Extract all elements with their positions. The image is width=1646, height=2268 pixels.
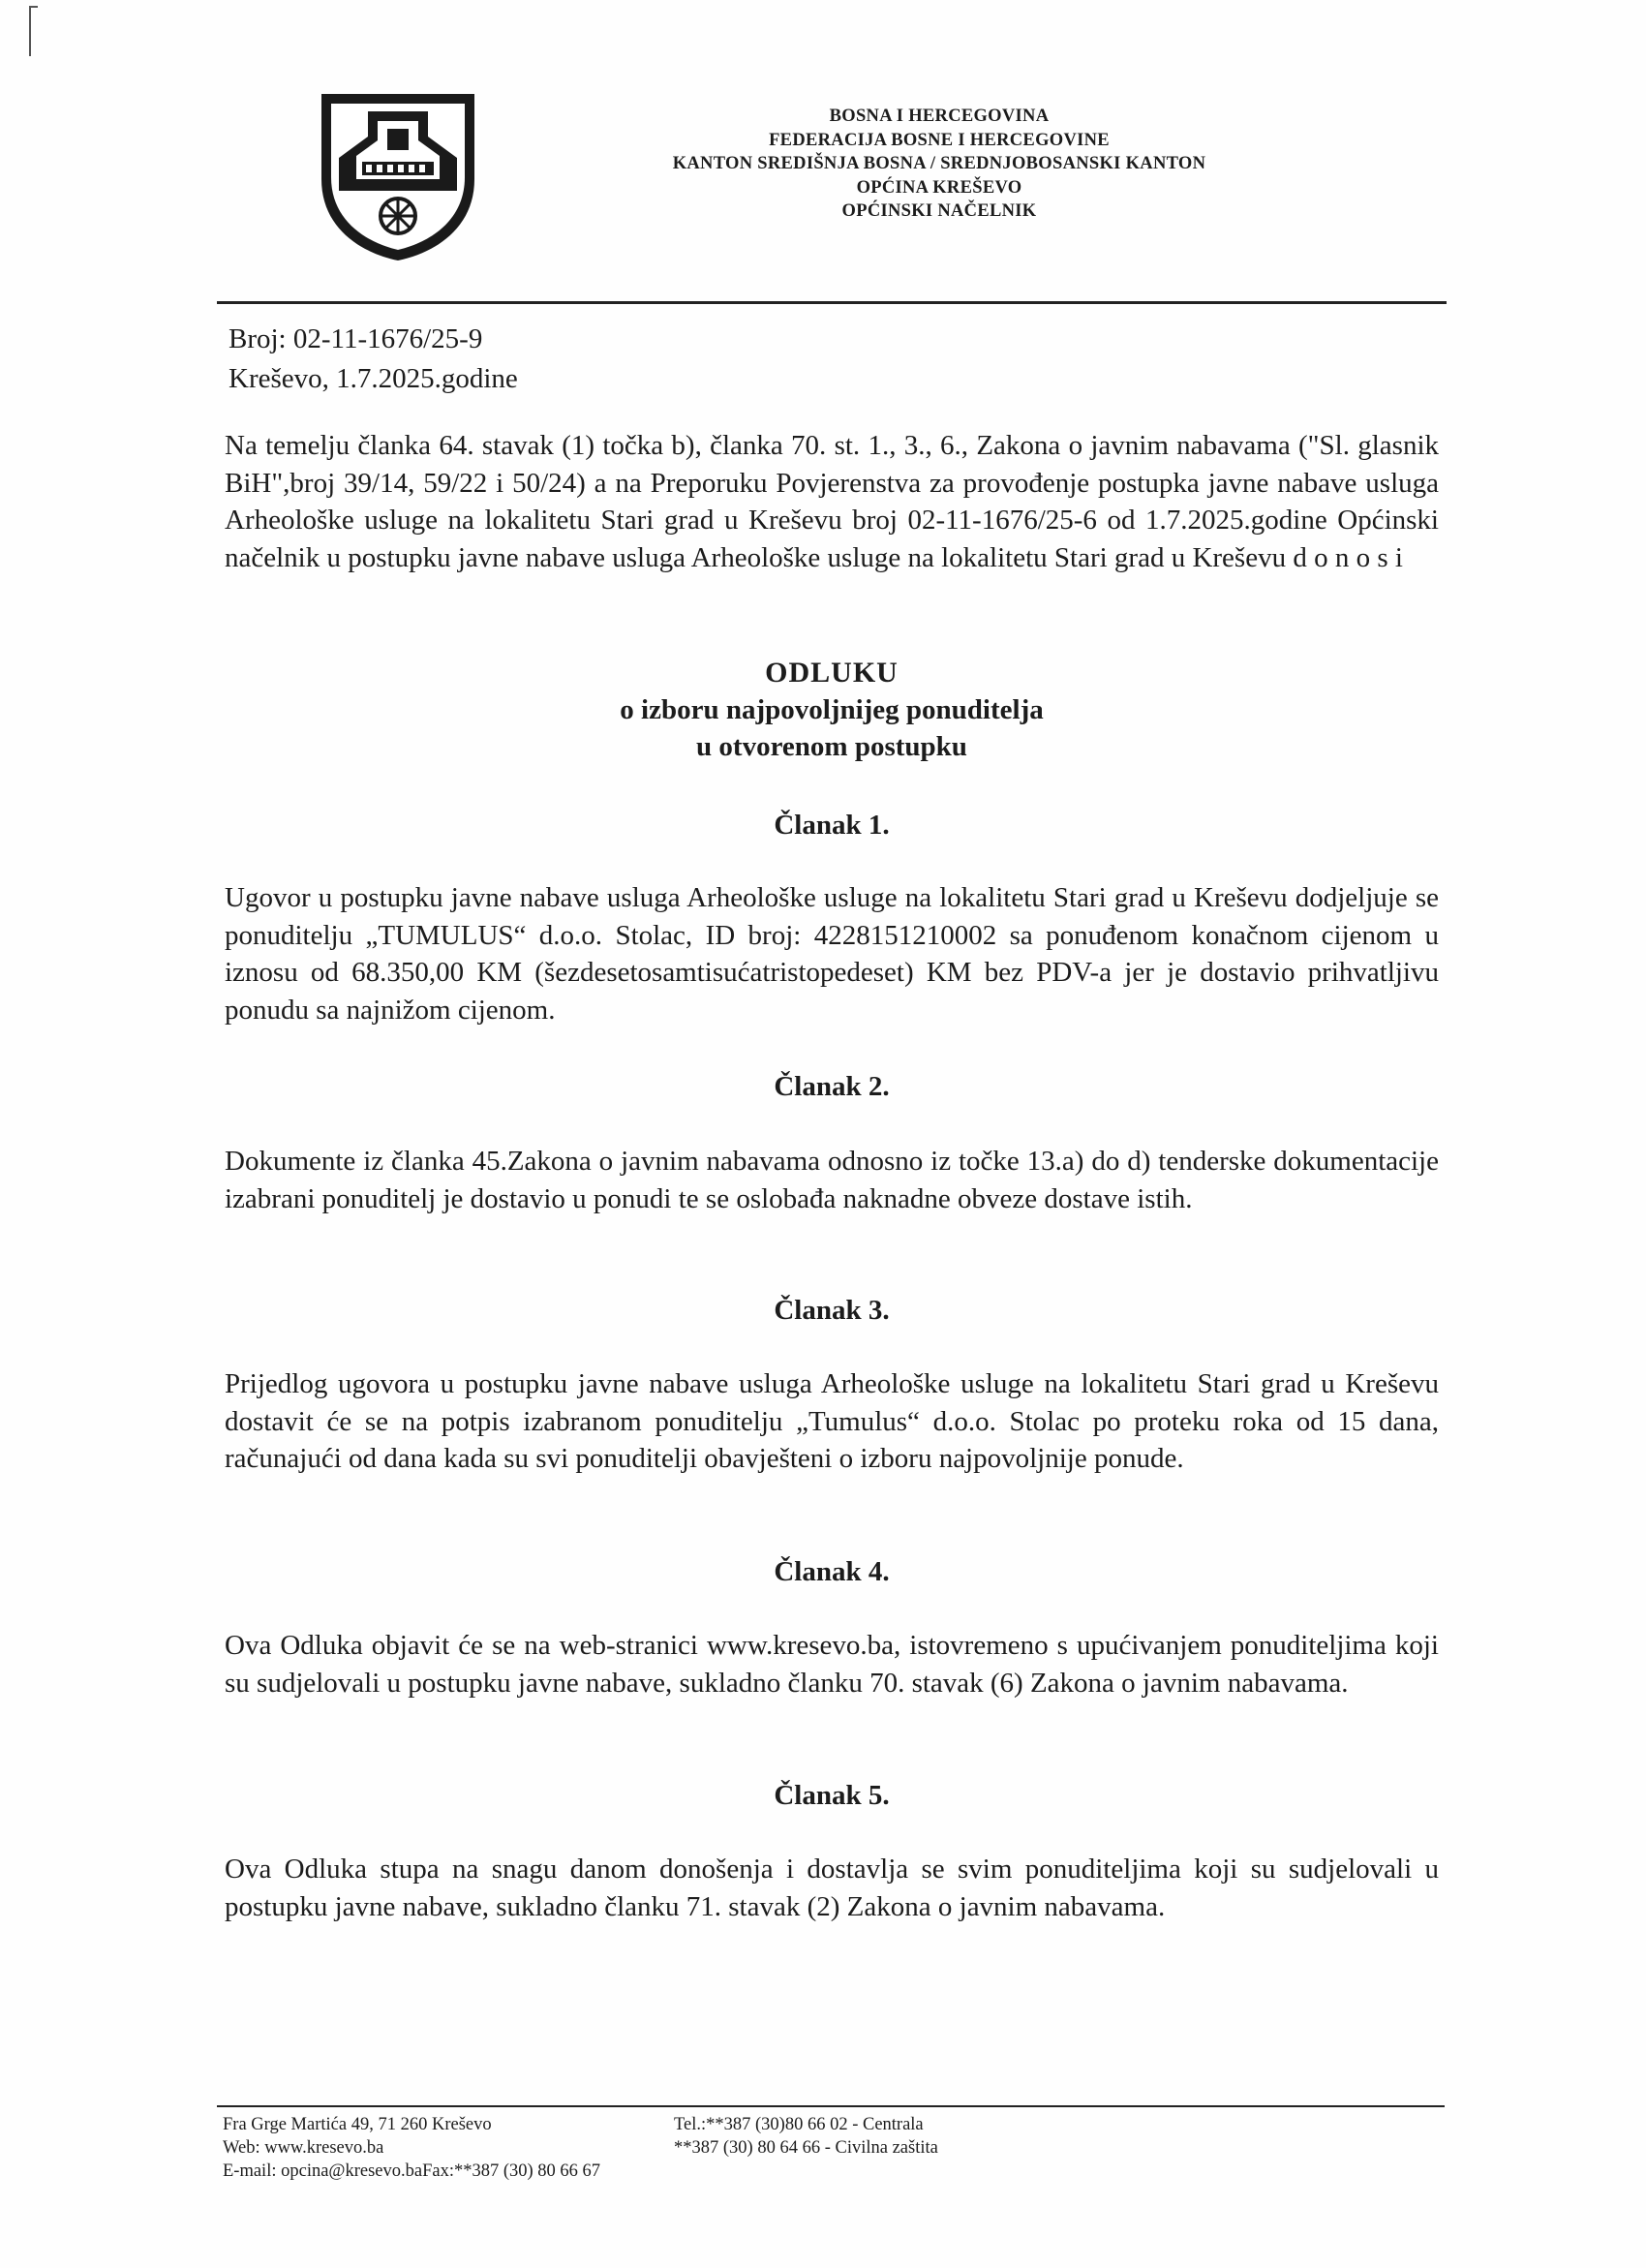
scan-mark-top-left bbox=[29, 6, 31, 56]
footer-divider bbox=[217, 2105, 1445, 2107]
article-4-text: Ova Odluka objavit će se na web-stranici www.kresevo.ba, istovremeno s upućivanjem ponuditeljima koji su sudjelovali u postupku javne nabave, sukladno članku 70. stavak (6) Zakona o javnim nabavama. bbox=[225, 1630, 1439, 1699]
article-1-text: Ugovor u postupku javne nabave usluga Arheološke usluge na lokalitetu Stari grad u Kreševu dodjeljuje se ponuditelju „TUMULUS“ d.o.o. Stolac, ID broj: 4228151210002 sa ponuđenom konačnom cijenom u iznosu od 68.350,00 KM (šezdesetosamtisućatristopedeset) KM bez PDV-a jer je dostavio prihvatljivu ponudu sa najnižom cijenom. bbox=[225, 882, 1439, 1026]
footer-web: Web: www.kresevo.ba bbox=[223, 2138, 384, 2158]
footer-left bbox=[223, 2113, 600, 2183]
reference-place-date: Kreševo, 1.7.2025.godine bbox=[229, 363, 518, 394]
footer-email-fax: E-mail: opcina@kresevo.baFax:**387 (30) 80 66 67 bbox=[223, 2161, 601, 2181]
article-5-text: Ova Odluka stupa na snagu danom donošenja i dostavlja se svim ponuditeljima koji su sudjelovali u postupku javne nabave, sukladno članku 71. stavak (2) Zakona o javnim nabavama. bbox=[225, 1854, 1439, 1922]
article-5-heading: Članak 5. bbox=[774, 1780, 890, 1811]
letterhead-canton: KANTON SREDIŠNJA BOSNA / SREDNJOBOSANSKI KANTON bbox=[672, 154, 1206, 173]
decision-subtitle-2: u otvorenom postupku bbox=[696, 731, 967, 762]
footer-tel-central: Tel.:**387 (30)80 66 02 - Centrala bbox=[674, 2115, 924, 2134]
letterhead-federation: FEDERACIJA BOSNE I HERCEGOVINE bbox=[769, 130, 1110, 150]
article-1-heading: Članak 1. bbox=[774, 810, 890, 841]
municipal-crest-icon bbox=[318, 90, 478, 262]
article-2-text: Dokumente iz članka 45.Zakona o javnim nabavama odnosno iz točke 13.a) do d) tenderske dokumentacije izabrani ponuditelj je dostavio u ponudi te se oslobađa naknadne obveze dostave istih. bbox=[225, 1146, 1439, 1214]
article-4-heading: Članak 4. bbox=[774, 1556, 890, 1587]
decision-title: ODLUKU bbox=[765, 657, 899, 689]
decision-title-block bbox=[225, 655, 1439, 765]
decision-subtitle-1: o izboru najpovoljnijeg ponuditelja bbox=[620, 694, 1044, 725]
article-3-heading: Članak 3. bbox=[774, 1295, 890, 1326]
footer-tel-civil: **387 (30) 80 64 66 - Civilna zaštita bbox=[674, 2138, 938, 2158]
reference-block bbox=[229, 320, 518, 399]
letterhead bbox=[562, 105, 1317, 224]
scan-mark-top-left-hook bbox=[29, 6, 38, 8]
reference-number: Broj: 02-11-1676/25-9 bbox=[229, 323, 483, 354]
header-divider bbox=[217, 301, 1447, 304]
footer-right bbox=[674, 2113, 938, 2160]
article-3-text: Prijedlog ugovora u postupku javne nabave usluga Arheološke usluge na lokalitetu Stari grad u Kreševu dostavit će se na potpis izabranom ponuditelju „Tumulus“ d.o.o. Stolac po proteku roka od 15 dana, računajući od dana kada su svi ponuditelji obavješteni o izboru najpovoljnije ponude. bbox=[225, 1368, 1439, 1474]
article-2-heading: Članak 2. bbox=[774, 1071, 890, 1102]
letterhead-municipality: OPĆINA KREŠEVO bbox=[856, 177, 1022, 198]
preamble: Na temelju članka 64. stavak (1) točka b), članka 70. st. 1., 3., 6., Zakona o javnim nabavama ("Sl. glasnik BiH",broj 39/14, 59/22 i 50/24) a na Preporuku Povjerenstva za provođenje postupka javne nabave usluga Arheološke usluge na lokalitetu Stari grad u Kreševu broj 02-11-1676/25-6 od 1.7.2025.godine Općinski načelnik u postupku javne nabave usluga Arheološke usluge na lokalitetu Stari grad u Kreševu d o n o s i bbox=[225, 430, 1439, 573]
letterhead-office: OPĆINSKI NAČELNIK bbox=[841, 201, 1037, 221]
footer-address: Fra Grge Martića 49, 71 260 Kreševo bbox=[223, 2115, 492, 2134]
letterhead-country: BOSNA I HERCEGOVINA bbox=[829, 107, 1050, 126]
